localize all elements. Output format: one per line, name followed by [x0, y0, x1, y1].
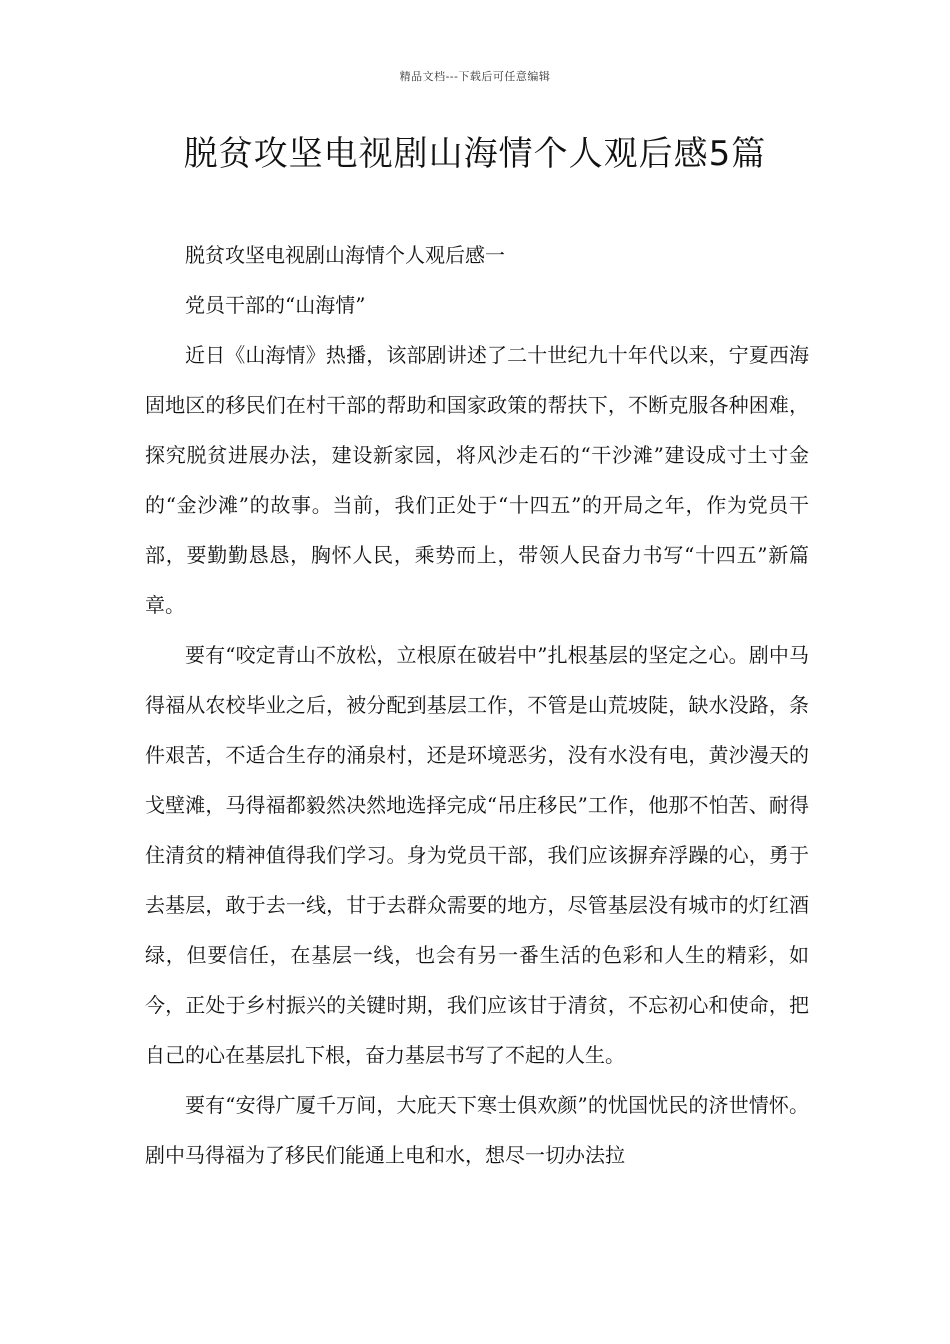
body-paragraph: 要有“安得广厦千万间，大庇天下寒士俱欢颜”的忧国忧民的济世情怀。剧中马得福为了移民们能通上电和水，想尽一切办法拉: [145, 1093, 809, 1167]
section-subtitle: 党员干部的“山海情”: [185, 293, 366, 317]
body-paragraph: 近日《山海情》热播，该部剧讲述了二十世纪九十年代以来，宁夏西海固地区的移民们在村干部的帮助和国家政策的帮扶下，不断克服各种困难，探究脱贫进展办法，建设新家园，将风沙走石的“干沙滩”建设成寸土寸金的“金沙滩”的故事。当前，我们正处于“十四五”的开局之年，作为党员干部，要勤勤恳恳，胸怀人民，乘势而上，带领人民奋力书写“十四五”新篇章。: [145, 343, 809, 617]
document-body: [145, 230, 809, 1180]
document-title: 脱贫攻坚电视剧山海情个人观后感5篇: [183, 134, 767, 174]
body-paragraph: 要有“咬定青山不放松，立根原在破岩中”扎根基层的坚定之心。剧中马得福从农校毕业之后，被分配到基层工作，不管是山荒坡陡，缺水没路，条件艰苦，不适合生存的涌泉村，还是环境恶劣，没有水没有电，黄沙漫天的戈壁滩，马得福都毅然决然地选择完成“吊庄移民”工作，他那不怕苦、耐得住清贫的精神值得我们学习。身为党员干部，我们应该摒弃浮躁的心，勇于去基层，敢于去一线，甘于去群众需要的地方，尽管基层没有城市的灯红酒绿，但要信任，在基层一线，也会有另一番生活的色彩和人生的精彩，如今，正处于乡村振兴的关键时期，我们应该甘于清贫，不忘初心和使命，把自己的心在基层扎下根，奋力基层书写了不起的人生。: [145, 643, 809, 1067]
header-note: 精品文档---下载后可任意编辑: [399, 70, 551, 83]
section-heading: 脱贫攻坚电视剧山海情个人观后感一: [185, 243, 505, 267]
